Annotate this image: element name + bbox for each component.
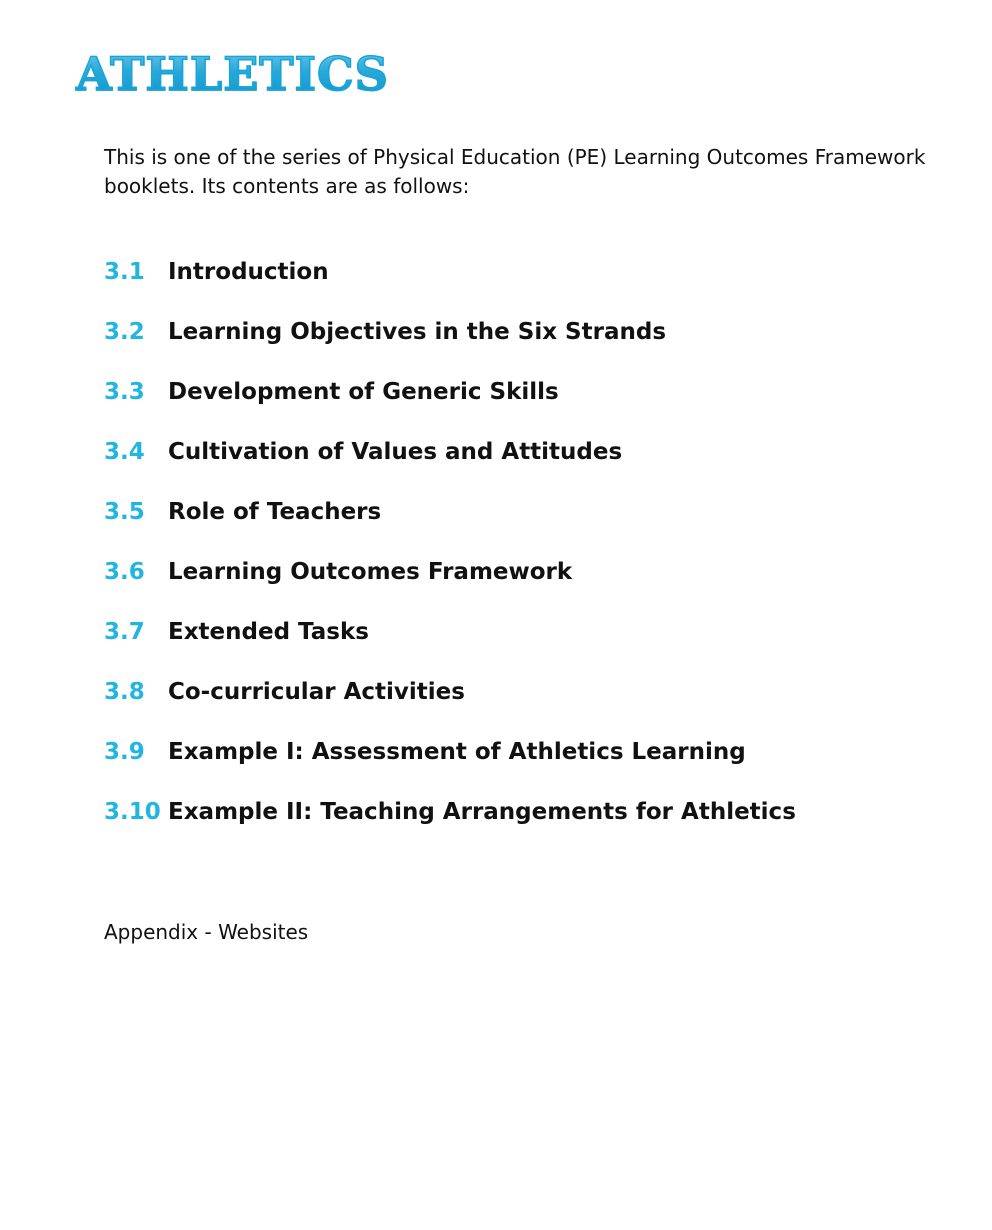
intro-paragraph: This is one of the series of Physical Education (PE) Learning Outcomes Framework booklets. Its contents are as follows: [104,145,926,198]
toc-item-number: 3.9 [104,739,145,765]
toc-item-number: 3.6 [104,559,145,585]
toc-item-label: Example I: Assessment of Athletics Learning [168,739,746,765]
toc-item-label: Example II: Teaching Arrangements for Athletics [168,799,796,825]
appendix-label: Appendix - Websites [104,920,309,944]
toc-item [104,372,796,432]
toc-item [104,312,796,372]
toc-item-label: Learning Objectives in the Six Strands [168,319,667,345]
toc-item-number: 3.1 [104,259,145,285]
toc-item-label: Learning Outcomes Framework [168,559,573,585]
toc-item-number: 3.2 [104,319,145,345]
table-of-contents [104,252,796,852]
toc-item [104,252,796,312]
toc-item-label: Cultivation of Values and Attitudes [168,439,623,465]
toc-item [104,552,796,612]
toc-item-number: 3.3 [104,379,145,405]
toc-item [104,672,796,732]
toc-item-number: 3.7 [104,619,145,645]
toc-item-label: Co-curricular Activities [168,679,465,705]
toc-item [104,792,796,852]
toc-item [104,432,796,492]
toc-item-label: Development of Generic Skills [168,379,559,405]
toc-item-number: 3.4 [104,439,145,465]
toc-item-label: Role of Teachers [168,499,382,525]
page-title: ATHLETICS [76,47,389,101]
toc-item-number: 3.10 [104,799,161,825]
toc-item-number: 3.5 [104,499,145,525]
toc-item [104,612,796,672]
toc-item [104,492,796,552]
toc-item-number: 3.8 [104,679,145,705]
toc-item-label: Extended Tasks [168,619,369,645]
toc-item [104,732,796,792]
toc-item-label: Introduction [168,259,329,285]
